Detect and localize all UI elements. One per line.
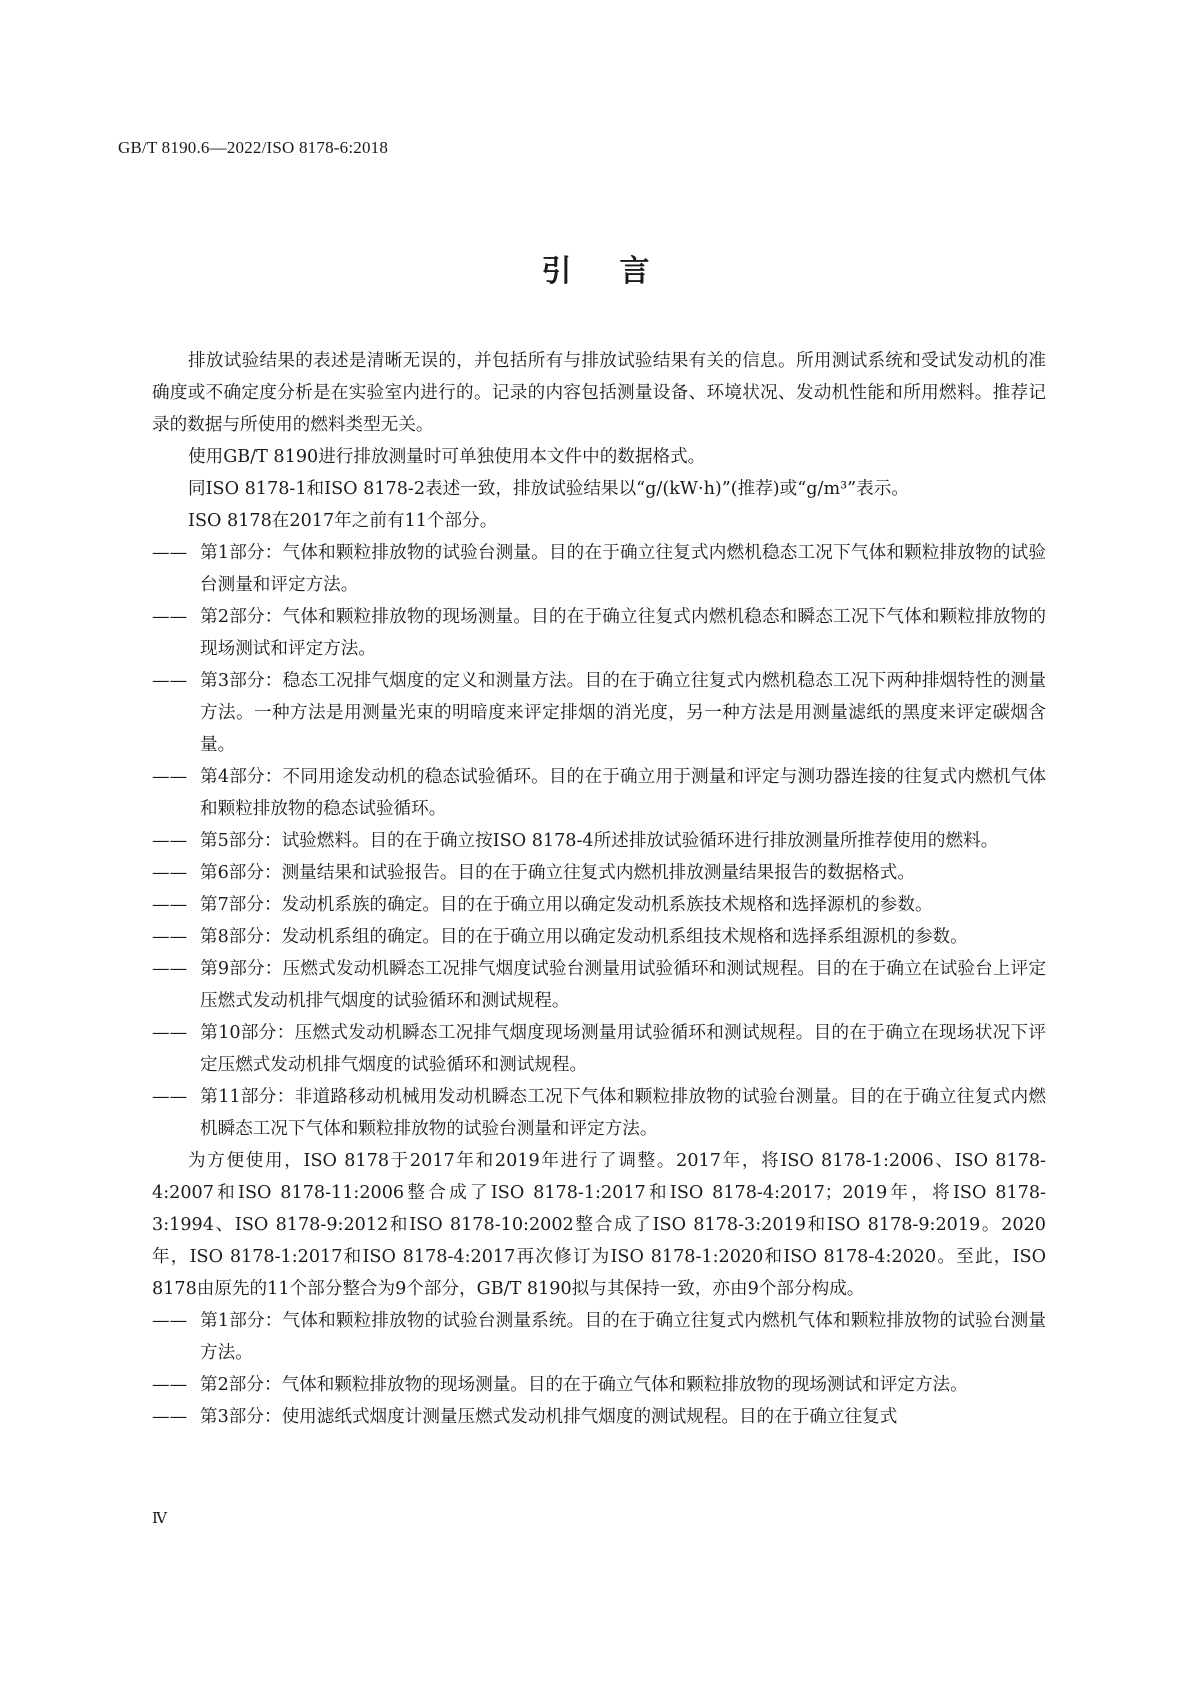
list-item: —— 第8部分：发动机系组的确定。目的在于确立用以确定发动机系组技术规格和选择系组源机的参数。 bbox=[152, 927, 968, 947]
page-number: Ⅳ bbox=[152, 1511, 167, 1527]
document-code-header: GB/T 8190.6—2022/ISO 8178-6:2018 bbox=[118, 138, 389, 157]
list-item: —— 第1部分：气体和颗粒排放物的试验台测量。目的在于确立往复式内燃机稳态工况下气体和颗粒排放物的试验台测量和评定方法。 bbox=[152, 543, 1046, 595]
list-item: —— 第4部分：不同用途发动机的稳态试验循环。目的在于确立用于测量和评定与测功器连接的往复式内燃机气体和颗粒排放物的稳态试验循环。 bbox=[152, 767, 1046, 819]
list-item: —— 第1部分：气体和颗粒排放物的试验台测量系统。目的在于确立往复式内燃机气体和颗粒排放物的试验台测量方法。 bbox=[152, 1311, 1046, 1363]
list-item: —— 第5部分：试验燃料。目的在于确立按ISO 8178-4所述排放试验循环进行排放测量所推荐使用的燃料。 bbox=[152, 831, 999, 851]
list-item: —— 第9部分：压燃式发动机瞬态工况排气烟度试验台测量用试验循环和测试规程。目的在于确立在试验台上评定压燃式发动机排气烟度的试验循环和测试规程。 bbox=[152, 959, 1046, 1011]
list-item: —— 第11部分：非道路移动机械用发动机瞬态工况下气体和颗粒排放物的试验台测量。目的在于确立往复式内燃机瞬态工况下气体和颗粒排放物的试验台测量和评定方法。 bbox=[152, 1087, 1046, 1139]
document-body bbox=[152, 345, 1046, 1433]
new-parts-list bbox=[152, 1305, 1046, 1433]
paragraph-intro: 排放试验结果的表述是清晰无误的，并包括所有与排放试验结果有关的信息。所用测试系统和受试发动机的准确度或不确定度分析是在实验室内进行的。记录的内容包括测量设备、环境状况、发动机性能和所用燃料。推荐记录的数据与所使用的燃料类型无关。 bbox=[152, 351, 1046, 435]
list-item: —— 第7部分：发动机系族的确定。目的在于确立用以确定发动机系族技术规格和选择源机的参数。 bbox=[152, 895, 933, 915]
list-item: —— 第3部分：稳态工况排气烟度的定义和测量方法。目的在于确立往复式内燃机稳态工况下两种排烟特性的测量方法。一种方法是用测量光束的明暗度来评定排烟的消光度，另一种方法是用测量滤纸的黑度来评定碳烟含量。 bbox=[152, 671, 1046, 755]
list-item: —— 第3部分：使用滤纸式烟度计测量压燃式发动机排气烟度的测试规程。目的在于确立往复式 bbox=[152, 1407, 898, 1427]
paragraph-parts-count: ISO 8178在2017年之前有11个部分。 bbox=[188, 511, 498, 531]
page-title: 引言 bbox=[541, 254, 698, 289]
list-item: —— 第2部分：气体和颗粒排放物的现场测量。目的在于确立气体和颗粒排放物的现场测试和评定方法。 bbox=[152, 1375, 968, 1395]
paragraph-restructure: 为方便使用，ISO 8178于2017年和2019年进行了调整。2017年，将ISO 8178-1:2006、ISO 8178-4:2007和ISO 8178-11:2006整合成了ISO 8178-1:2017和ISO 8178-4:2017；2019年，将ISO 8178-3:1994、ISO 8178-9:2012和ISO 8178-10:2002整合成了ISO 8178-3:2019和ISO 8178-9:2019。2020年，ISO 8178-1:2017和ISO 8178-4:2017再次修订为ISO 8178-1:2020和ISO 8178-4:2020。至此，ISO 8178由原先的11个部分整合为9个部分，GB/T 8190拟与其保持一致，亦由9个部分构成。 bbox=[152, 1151, 1046, 1299]
old-parts-list bbox=[152, 537, 1046, 1145]
list-item: —— 第6部分：测量结果和试验报告。目的在于确立往复式内燃机排放测量结果报告的数据格式。 bbox=[152, 863, 915, 883]
list-item: —— 第2部分：气体和颗粒排放物的现场测量。目的在于确立往复式内燃机稳态和瞬态工况下气体和颗粒排放物的现场测试和评定方法。 bbox=[152, 607, 1046, 659]
paragraph-data-format: 使用GB/T 8190进行排放测量时可单独使用本文件中的数据格式。 bbox=[188, 447, 706, 467]
paragraph-units: 同ISO 8178-1和ISO 8178-2表述一致，排放试验结果以“g/(kW·h)”(推荐)或“g/m³”表示。 bbox=[188, 479, 909, 499]
list-item: —— 第10部分：压燃式发动机瞬态工况排气烟度现场测量用试验循环和测试规程。目的在于确立在现场状况下评定压燃式发动机排气烟度的试验循环和测试规程。 bbox=[152, 1023, 1046, 1075]
